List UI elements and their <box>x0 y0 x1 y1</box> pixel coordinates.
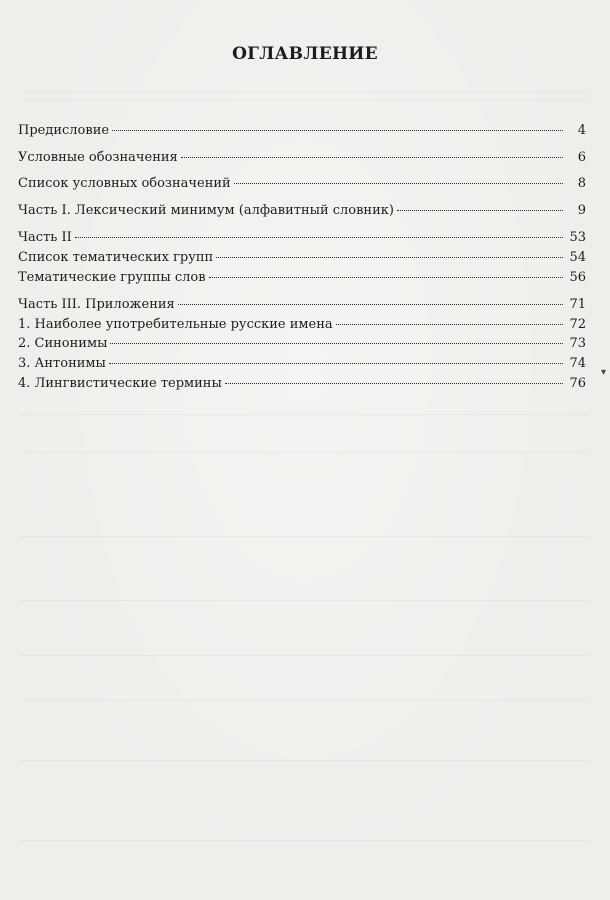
toc-entry-page: 56 <box>569 270 586 285</box>
page-title: ОГЛАВЛЕНИЕ <box>232 44 378 64</box>
bleed-through-line <box>20 840 590 841</box>
bleed-through-line <box>20 655 590 656</box>
toc-entry-label: 1. Наиболее употребительные русские имена <box>18 317 333 332</box>
toc-entry <box>18 355 586 373</box>
dot-leader <box>209 277 563 278</box>
toc-entry <box>18 122 586 140</box>
toc-entry-label: Условные обозначения <box>18 150 178 165</box>
toc-entry <box>18 249 586 267</box>
toc-entry-label: Часть II <box>18 230 72 245</box>
bleed-through-line <box>20 700 590 701</box>
toc-entry <box>18 269 586 287</box>
toc-entry-page: 72 <box>569 317 586 332</box>
dot-leader <box>112 130 563 131</box>
dot-leader <box>178 304 563 305</box>
dot-leader <box>110 343 563 344</box>
dot-leader <box>75 237 563 238</box>
toc-entry-page: 76 <box>569 376 586 391</box>
toc-entry <box>18 335 586 353</box>
toc-entry-label: 2. Синонимы <box>18 336 108 351</box>
toc-entry-page: 54 <box>569 250 586 265</box>
toc-entry <box>18 149 586 167</box>
bleed-through-line <box>20 452 590 453</box>
toc-entry-page: 71 <box>569 297 586 312</box>
toc-entry <box>18 375 586 393</box>
dot-leader <box>225 383 563 384</box>
toc-entry <box>18 175 586 193</box>
toc-entry <box>18 229 586 247</box>
dot-leader <box>234 183 563 184</box>
bleed-through-line <box>20 100 590 101</box>
toc-entry-page: 9 <box>577 203 586 218</box>
dot-leader <box>336 324 563 325</box>
toc-entry <box>18 202 586 220</box>
dot-leader <box>109 363 563 364</box>
toc-entry-label: 3. Антонимы <box>18 356 106 371</box>
toc-entry-page: 8 <box>577 176 586 191</box>
toc-entry-label: Список тематических групп <box>18 250 214 265</box>
toc-entry-page: 6 <box>577 150 586 165</box>
bleed-through-line <box>20 536 590 537</box>
bleed-through-line <box>20 760 590 761</box>
bleed-through-line <box>20 414 590 415</box>
page-edge-mark: ▾ <box>600 367 606 378</box>
toc-entry-page: 73 <box>569 336 586 351</box>
toc-entry-label: Часть I. Лексический минимум (алфавитный словник) <box>18 203 394 218</box>
bleed-through-line <box>20 600 590 601</box>
toc-entry-label: Список условных обозначений <box>18 176 231 191</box>
toc-entry <box>18 296 586 314</box>
toc-entry-page: 74 <box>569 356 586 371</box>
toc-entry-label: Предисловие <box>18 123 110 138</box>
dot-leader <box>216 257 563 258</box>
dot-leader <box>181 157 563 158</box>
toc-entry <box>18 316 586 334</box>
toc-entry-label: 4. Лингвистические термины <box>18 376 222 391</box>
dot-leader <box>397 210 563 211</box>
toc-entry-page: 53 <box>569 230 586 245</box>
bleed-through-line <box>20 92 590 93</box>
toc-entry-label: Часть III. Приложения <box>18 297 175 312</box>
toc-entry-page: 4 <box>577 123 586 138</box>
toc-entry-label: Тематические группы слов <box>18 270 206 285</box>
